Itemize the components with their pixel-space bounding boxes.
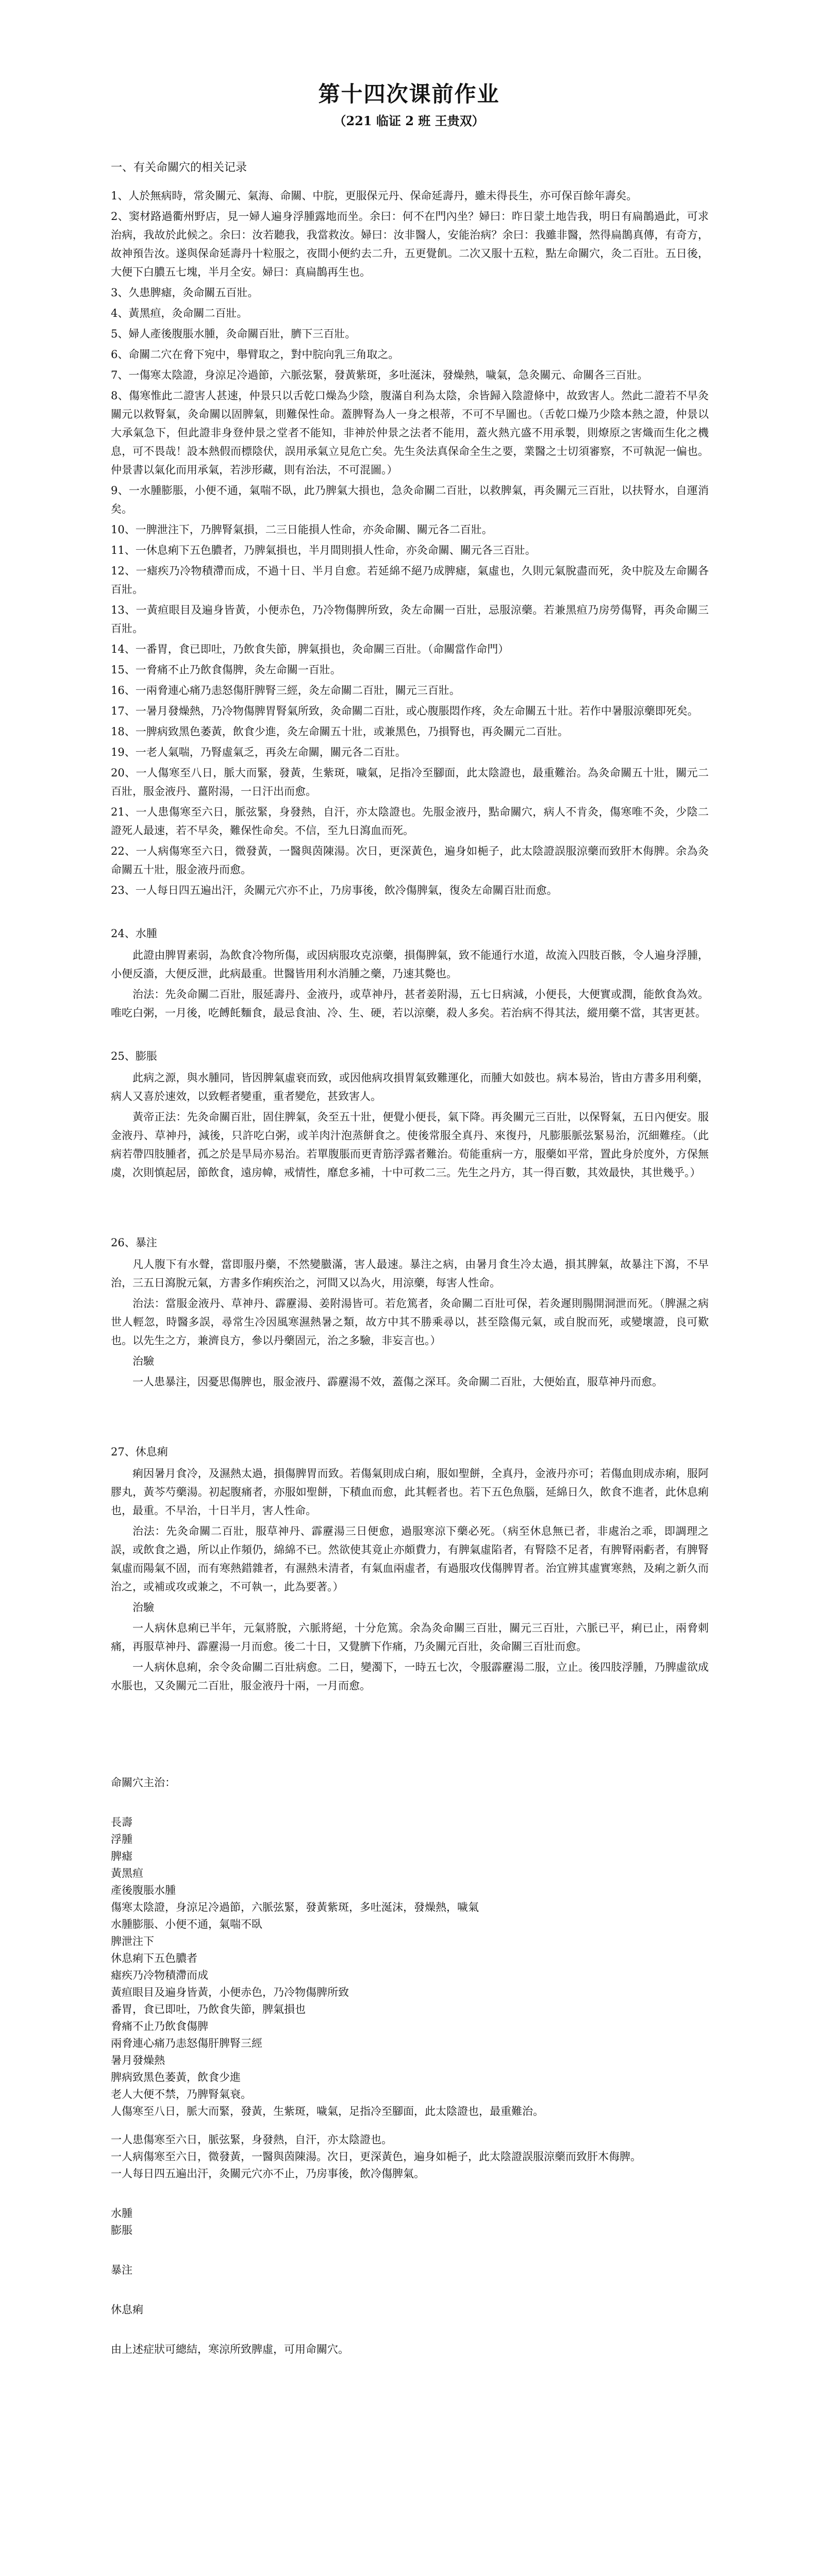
case-block-violent-diarrhea <box>111 1233 709 1391</box>
list-item: 17、一暑月發燥熱，乃冷物傷脾胃腎氣所致，灸命關二百壯，或心腹脹悶作疼，灸左命關五十壯。若作中暑服涼藥即死矣。 <box>111 705 698 717</box>
list-item: 3、久患脾瘧，灸命關五百壯。 <box>111 286 259 299</box>
list-item: 21、一人患傷寒至六日，脈弦緊，身發熱，自汗，亦太陰證也。先服金液丹，點命關穴，病人不肯灸，傷寒唯不灸，少陰二證死人最速，若不早灸，難保性命矣。不信，至九日瀉血而死。 <box>111 806 709 837</box>
summary-item: 一人患傷寒至六日，脈弦緊，身發熱，自汗，亦太陰證也。 <box>111 2133 392 2146</box>
summary-item: 休息痢下五色膿者 <box>111 1952 197 1964</box>
case-paragraph: 此病之源，與水腫同，皆因脾氣虛衰而致，或因他病攻損胃氣致難運化，而腫大如鼓也。病本易治，皆由方書多用利藥，病人又喜於速效，以致輕者變重，重者變危，甚致害人。 <box>111 1072 709 1103</box>
list-item: 14、一番胃，食已即吐，乃飲食失節，脾氣損也，灸命關三百壯。（命關當作命門） <box>111 643 509 655</box>
summary-item: 一人病傷寒至六日，微發黃，一醫與茵陳湯。次日，更深黃色，遍身如梔子，此太陰證誤服涼藥而致肝木侮脾。 <box>111 2150 641 2163</box>
case-paragraph: 治法：先灸命關二百壯，服草神丹、霹靂湯三日便愈，過服寒涼下藥必死。（病至休息無已者，非處治之乖，即調理之誤，或飲食之過，所以止作頻仍，綿綿不已。然欲使其竟止亦頗費力，有脾氣虛陷者，有腎陰不足者，有脾腎兩虧者，有脾腎氣虛而陽氣不固，而有寒熱錯雜者，有濕熱未清者，有氣血兩虛者，有過服攻伐傷脾胃者。治宜辨其虛實寒熱，及痢之新久而治之，或補或攻或兼之，不可執一，此為要著。） <box>111 1525 709 1593</box>
summary-item: 產後腹脹水腫 <box>111 1884 176 1896</box>
list-item: 4、黃黑疸，灸命關二百壯。 <box>111 307 248 319</box>
case-paragraph: 此證由脾胃素弱，為飲食冷物所傷，或因病服攻克涼藥，損傷脾氣，致不能通行水道，故流入四肢百骸，令人遍身浮腫，小便反濇，大便反泄，此病最重。世醫皆用利水消腫之藥，乃速其斃也。 <box>111 949 709 980</box>
list-item: 20、一人傷寒至八日，脈大而緊，發黃，生紫斑，噦氣，足指冷至腳面，此太陰證也，最重難治。為灸命關五十壯，關元二百壯，服金液丹、薑附湯，一日汗出而愈。 <box>111 767 709 798</box>
list-item: 11、一休息痢下五色膿者，乃脾氣損也，半月間則損人性命，亦灸命關、關元各三百壯。 <box>111 544 536 556</box>
summary-heading: 命關穴主治： <box>111 1776 176 1789</box>
case-heading: 24、水腫 <box>111 927 157 940</box>
case-subheading: 治驗 <box>132 1601 154 1614</box>
case-paragraph: 凡人腹下有水聲，當即服丹藥，不然變臌滿，害人最速。暴注之病，由暑月食生冷太過，損其脾氣，故暴注下瀉，不早治，三五日瀉脫元氣，方書多作痢疾治之，河間又以為火，用涼藥，每害人性命。 <box>111 1258 709 1289</box>
summary-item: 一人每日四五遍出汗，灸關元穴亦不止，乃房事後，飲冷傷脾氣。 <box>111 2167 425 2180</box>
summary-item: 老人大便不禁，乃脾腎氣衰。 <box>111 2088 252 2100</box>
list-item: 18、一脾病致黑色萎黃，飲食少進，灸左命關五十壯，或兼黑色，乃損腎也，再灸關元二百壯。 <box>111 725 569 738</box>
list-item: 19、一老人氣喘，乃腎虛氣乏，再灸左命關，關元各二百壯。 <box>111 746 406 758</box>
list-item: 5、婦人產後腹脹水腫，灸命關百壯，臍下三百壯。 <box>111 328 356 340</box>
summary-item: 番胃，食已即吐，乃飲食失節，脾氣損也 <box>111 2003 306 2015</box>
summary-item: 脅痛不止乃飲食傷脾 <box>111 2020 208 2032</box>
list-item: 1、人於無病時，常灸關元、氣海、命關、中脘，更服保元丹、保命延壽丹，雖未得長生，亦可保百餘年壽矣。 <box>111 190 638 202</box>
case-paragraph: 一人患暴注，因憂思傷脾也，服金液丹、霹靂湯不效，蓋傷之深耳。灸命關二百壯，大便始直，服草神丹而愈。 <box>132 1376 663 1388</box>
list-item: 22、一人病傷寒至六日，微發黃，一醫與茵陳湯。次日，更深黃色，遍身如梔子，此太陰證誤服涼藥而致肝木侮脾。余為灸命關五十壯，服金液丹而愈。 <box>111 845 709 876</box>
section-heading: 一、有关命關穴的相关记录 <box>111 161 247 174</box>
case-subheading: 治驗 <box>132 1355 154 1367</box>
case-paragraph: 治法：當服金液丹、草神丹、霹靂湯、姜附湯皆可。若危篤者，灸命關二百壯可保，若灸遲則腸開洞泄而死。（脾濕之病世人輕忽，時醫多誤，尋常生冷因風寒濕熱暑之類，故方中其不勝乘尋以，甚至陰傷元氣，或自脫而死，或變壞證，良可歎也。以先生之方，兼濟良方，參以丹藥固元，治之多驗，非妄言也。） <box>111 1297 709 1347</box>
summary-item: 黃疸眼目及遍身皆黃，小便赤色，乃冷物傷脾所致 <box>111 1986 349 1998</box>
summary-item: 水腫膨脹、小便不通，氣喘不臥 <box>111 1918 262 1930</box>
page-title: 第十四次课前作业 <box>318 81 500 107</box>
case-block-dysentery <box>111 1443 709 1695</box>
case-heading: 27、休息痢 <box>111 1446 168 1458</box>
case-paragraph: 一人病休息痢，余令灸命關二百壯病愈。二日，變濁下，一時五七次，令服霹靂湯二服，立止。後四肢浮腫，乃脾虛欲成水脹也，又灸關元二百壯，服金液丹十兩，一月而愈。 <box>111 1661 709 1692</box>
document-body <box>111 159 709 2358</box>
case-paragraph: 治法：先灸命關二百壯，服延壽丹、金液丹，或草神丹，甚者姜附湯，五七日病減，小便長，大便實或潤，能飲食為效。唯吃白粥，一月後，吃餺飥麵食，最忌食油、冷、生、硬，若以涼藥，殺人多矣。若治病不得其法，縱用藥不當，其害更甚。 <box>111 988 709 1019</box>
case-paragraph: 一人病休息痢已半年，元氣將脫，六脈將絕，十分危篤。余為灸命關三百壯，關元三百壯，六脈已平，痢已止，兩脅刺痛，再服草神丹、霹靂湯一月而愈。後二十日，又覺臍下作痛，乃灸關元百壯，灸命關三百壯而愈。 <box>111 1622 709 1653</box>
summary-item: 脾泄注下 <box>111 1935 154 1947</box>
summary-item: 瘧疾乃冷物積滯而成 <box>111 1969 208 1981</box>
summary-item: 水腫 <box>111 2207 132 2219</box>
summary-item: 暴注 <box>111 2264 132 2276</box>
summary-item: 暑月發燥熱 <box>111 2054 165 2066</box>
summary-item: 長壽 <box>111 1816 132 1828</box>
summary-item: 脾瘧 <box>111 1850 132 1862</box>
case-paragraph: 黃帝正法：先灸命關百壯，固住脾氣，灸至五十壯，便覺小便長，氣下降。再灸關元三百壯，以保腎氣，五日內便安。服金液丹、草神丹，減後，只許吃白粥，或羊肉汁泡蒸餅食之。使後常服全真丹、來復丹，凡膨脹脈弦緊易治，沉細難痊。（此病若帶四肢腫者，孤之於是旱局亦易治。若單腹脹而更青筋浮露者難治。荀能重病一方，服藥如平常，置此身於度外，方保無虞，次則慎起居，節飲食，遠房幃，戒情性，靡怠多補，十中可救二三。先生之丹方，其一得百數，其效最快，其世幾乎。） <box>111 1111 709 1179</box>
list-item: 13、一黃疸眼目及遍身皆黃，小便赤色，乃冷物傷脾所致，灸左命關一百壯，忌服涼藥。若兼黑疸乃房勞傷腎，再灸命關三百壯。 <box>111 604 709 635</box>
list-item: 12、一瘧疾乃冷物積滯而成，不過十日、半月自愈。若延綿不絕乃成脾瘧，氣虛也，久則元氣脫盡而死，灸中脘及左命關各百壯。 <box>111 565 709 596</box>
list-item: 7、一傷寒太陰證，身涼足冷過節，六脈弦緊，發黃紫斑，多吐涎沫，發燥熱，噦氣，急灸關元、命關各三百壯。 <box>111 369 648 381</box>
list-item: 16、一兩脅連心痛乃恚怒傷肝脾腎三經，灸左命關二百壯，關元三百壯。 <box>111 684 460 697</box>
list-item: 23、一人每日四五遍出汗，灸關元穴亦不止，乃房事後，飲冷傷脾氣，復灸左命關百壯而愈。 <box>111 884 558 896</box>
case-heading: 25、膨脹 <box>111 1050 157 1062</box>
summary-item: 脾病致黑色萎黃，飲食少進 <box>111 2071 241 2083</box>
conclusion-text: 由上述症狀可總結，寒涼所致脾虛，可用命關穴。 <box>111 2343 349 2355</box>
case-block-edema <box>111 924 709 1022</box>
summary-item: 人傷寒至八日，脈大而緊，發黃，生紫斑，噦氣，足指冷至腳面，此太陰證也，最重難治。 <box>111 2105 544 2117</box>
list-item: 8、傷寒惟此二證害人甚速，仲景只以舌乾口燥為少陰，腹滿自利為太陰，余皆歸入陰證條中，故致害人。然此二證若不早灸關元以救腎氣，灸命關以固脾氣，則難保性命。蓋脾腎為人一身之根蒂，不可不早圖也。（舌乾口燥乃少陰本熱之證，仲景以大承氣急下，但此證非身登仲景之堂者不能知，非神於仲景之法者不能用，蓋火熱亢盛不用承製，則燎原之害熾而生化之機息，可不畏哉！設本熱假而標陰伏，誤用承氣立見危亡矣。先生灸法真保命全生之要，業醫之士切須審察，不可執泥一偏也。仲景書以氣化而用承氣，若涉形藏，則有治法，不可混圖。） <box>111 389 709 476</box>
list-item: 10、一脾泄注下，乃脾腎氣損，二三日能損人性命，亦灸命關、關元各二百壯。 <box>111 523 493 536</box>
case-paragraph: 痢因暑月食冷，及濕熱太過，損傷脾胃而致。若傷氣則成白痢，服如聖餅，全真丹，金液丹亦可；若傷血則成赤痢，服阿膠丸，黃芩芍藥湯。初起腹痛者，亦服如聖餅，下積血而愈，此其輕者也。若下五色魚腦，延綿日久，飲食不進者，此休息痢也，最重。不早治，十日半月，害人性命。 <box>111 1467 709 1517</box>
summary-block <box>111 1774 709 2358</box>
summary-item: 膨脹 <box>111 2224 132 2236</box>
summary-item: 傷寒太陰證，身涼足冷過節，六脈弦緊，發黃紫斑，多吐涎沫，發燥熱，噦氣 <box>111 1901 479 1913</box>
case-block-distension <box>111 1047 709 1182</box>
list-item: 2、窦材路過衢州野店，見一婦人遍身浮腫露地而坐。余曰：何不在門內坐？婦曰：昨日蒙土地告我，明日有扁鵲過此，可求治病，我故於此候之。余曰：汝若聽我，我當救汝。婦曰：汝非醫人，安能治病？余曰：我雖非醫，然得扁鵲真傳，有奇方，故神預告汝。遂與保命延壽丹十粒服之，夜間小便約去二升，五更覺飢。二次又服十五粒，點左命關穴，灸二百壯。五日後，大便下白膿五七塊，半月全安。婦曰：真扁鵲再生也。 <box>111 210 709 278</box>
page-subtitle: （221 临证 2 班 王贵双） <box>333 113 485 128</box>
summary-item: 黃黑疸 <box>111 1867 143 1879</box>
summary-item: 兩脅連心痛乃恚怒傷肝脾腎三經 <box>111 2037 262 2049</box>
list-item: 15、一脅痛不止乃飲食傷脾，灸左命關一百壯。 <box>111 664 341 676</box>
item-list <box>111 187 709 900</box>
list-item: 9、一水腫膨脹，小便不通，氣喘不臥，此乃脾氣大損也，急灸命關二百壯，以救脾氣，再灸關元三百壯，以扶腎水，自運消矣。 <box>111 484 709 515</box>
summary-item: 浮腫 <box>111 1833 132 1845</box>
list-item: 6、命關二穴在脅下宛中，舉臂取之，對中脘向乳三角取之。 <box>111 348 399 361</box>
case-heading: 26、暴注 <box>111 1236 157 1249</box>
summary-item: 休息痢 <box>111 2303 143 2316</box>
